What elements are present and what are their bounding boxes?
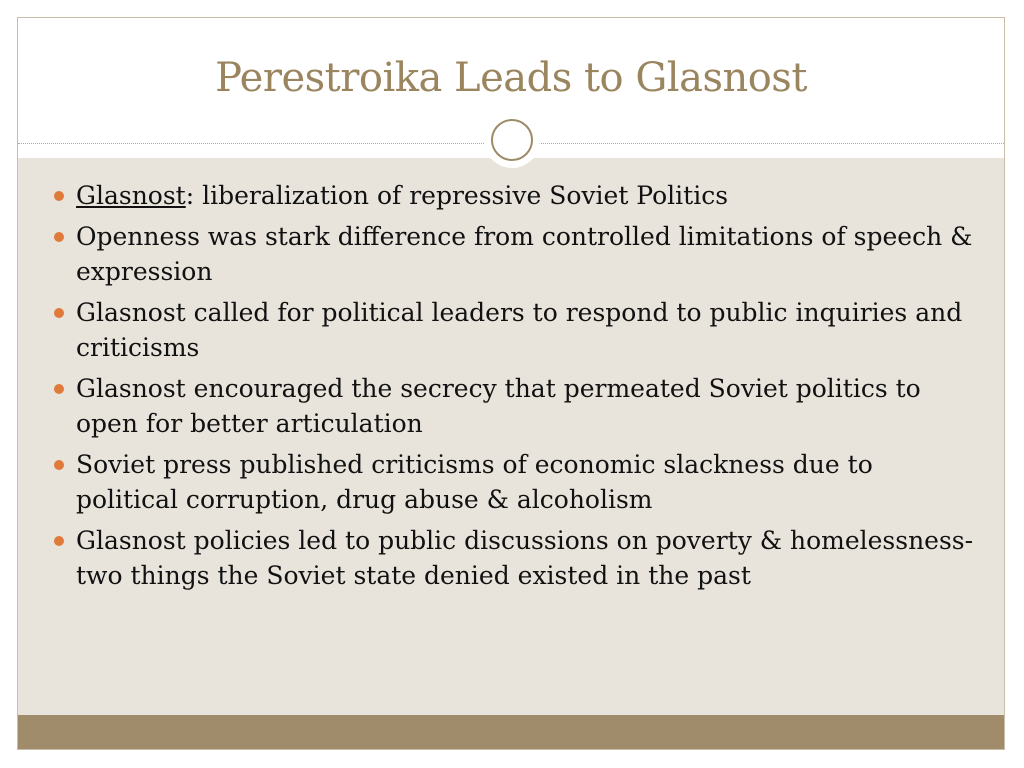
bullet-item bbox=[48, 219, 978, 289]
circle-ornament-icon bbox=[484, 112, 540, 168]
footer-bar bbox=[18, 715, 1004, 750]
bullet-item bbox=[48, 371, 978, 441]
slide bbox=[17, 17, 1005, 750]
bullet-dot-icon bbox=[54, 460, 64, 470]
bullet-text: Glasnost called for political leaders to respond to public inquiries and criticisms bbox=[76, 298, 963, 362]
bullet-text: Soviet press published criticisms of economic slackness due to political corruption, drug abuse & alcoholism bbox=[76, 450, 873, 514]
bullet-text: Openness was stark difference from controlled limitations of speech & expression bbox=[76, 222, 973, 286]
bullet-item bbox=[48, 178, 978, 213]
bullet-text: Glasnost encouraged the secrecy that permeated Soviet politics to open for better articulation bbox=[76, 374, 921, 438]
bullet-dot-icon bbox=[54, 191, 64, 201]
bullet-list bbox=[48, 178, 978, 599]
bullet-dot-icon bbox=[54, 536, 64, 546]
circle-ornament-ring bbox=[491, 119, 533, 161]
bullet-item bbox=[48, 523, 978, 593]
bullet-dot-icon bbox=[54, 308, 64, 318]
bullet-item bbox=[48, 295, 978, 365]
bullet-text: Glasnost policies led to public discussions on poverty & homelessness- two things the Soviet state denied existed in the past bbox=[76, 526, 974, 590]
slide-title: Perestroika Leads to Glasnost bbox=[215, 55, 807, 101]
bullet-text: : liberalization of repressive Soviet Politics bbox=[185, 181, 729, 210]
bullet-term: Glasnost bbox=[76, 181, 186, 210]
bullet-dot-icon bbox=[54, 384, 64, 394]
bullet-dot-icon bbox=[54, 232, 64, 242]
bullet-item bbox=[48, 447, 978, 517]
